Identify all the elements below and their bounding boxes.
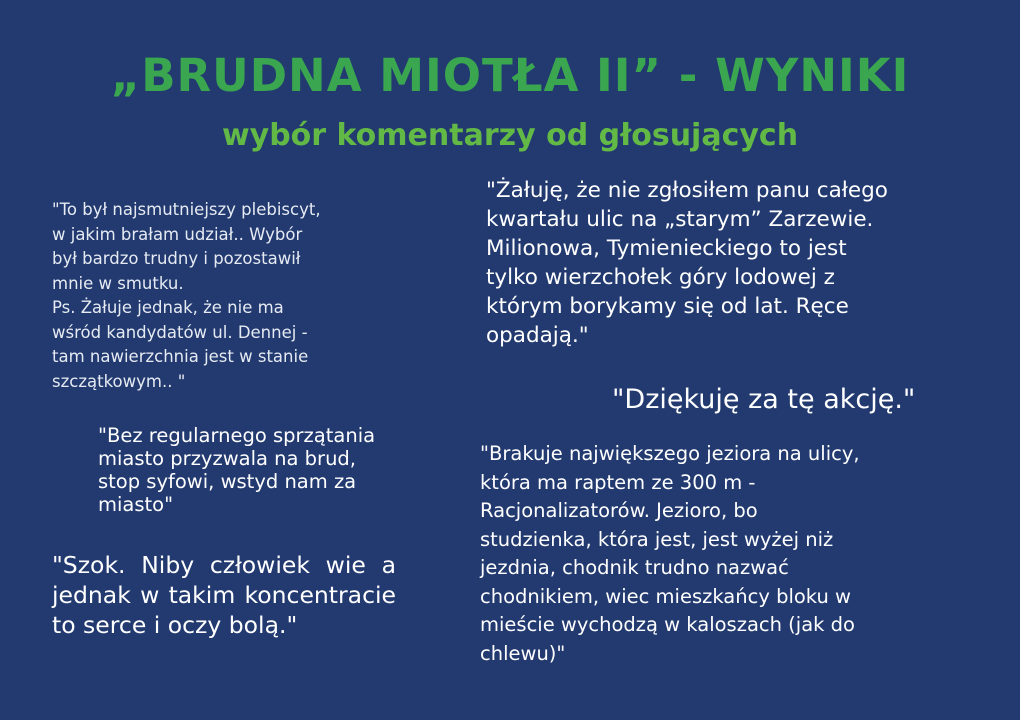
quote-regular-cleaning: "Bez regularnego sprzątania miasto przyzwala na brud, stop syfowi, wstyd nam za miasto" (98, 424, 376, 516)
quote-shock: "Szok. Niby człowiek wie a jednak w takim koncentracie to serce i oczy bolą." (52, 551, 396, 639)
quote-biggest-lake: "Brakuje największego jeziora na ulicy, która ma raptem ze 300 m - Racjonalizatorów. Jezioro, bo studzienka, która jest, jest wyżej niż jezdnia, chodnik trudno nazwać chodnikiem, wiec mieszkańcy bloku w mieście wychodzą w kaloszach (jak do chlewu)" (480, 442, 860, 665)
page-subtitle: wybór komentarzy od głosujących (221, 118, 799, 153)
quote-sad-plebiscite: "To był najsmutniejszy plebiscyt, w jakim brałam udział.. Wybór był bardzo trudny i pozostawił mnie w smutku. Ps. Żałuje jednak, że nie ma wśród kandydatów ul. Dennej - tam nawierzchnia jest w stanie szczątkowym.. " (52, 200, 321, 391)
quote-zarzew-streets: "Żałuję, że nie zgłosiłem panu całego kwartału ulic na „starym” Zarzewie. Milionowa, Tymienieckiego to jest tylko wierzchołek góry lodowej z którym borykamy się od lat. Ręce opadają." (486, 178, 888, 348)
quote-thanks: "Dziękuję za tę akcję." (612, 384, 916, 415)
page-title: „BRUDNA MIOTŁA II” - WYNIKI (110, 49, 910, 102)
